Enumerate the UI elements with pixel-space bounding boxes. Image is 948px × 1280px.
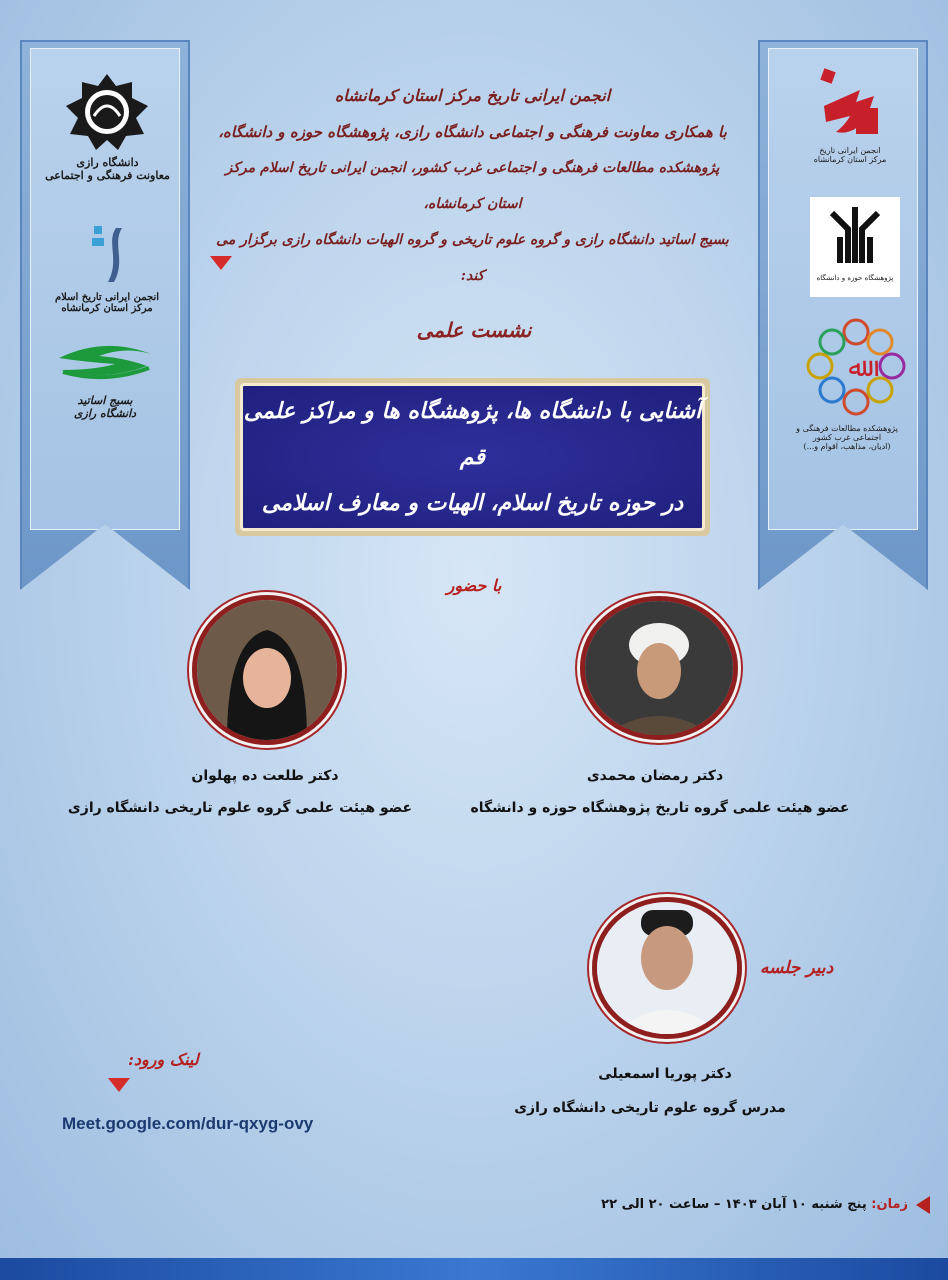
speaker2-photo: [197, 600, 337, 740]
intro-text: [210, 78, 735, 294]
razi-university-logo-icon: [60, 72, 155, 152]
moderator-photo: [597, 902, 737, 1034]
iranian-history-association-logo-icon: [816, 66, 888, 144]
moderator-name: دکتر پوریا اسمعیلی: [598, 1066, 732, 1082]
speaker1-portrait: [580, 596, 738, 740]
left-logo1-caption: دانشگاه رازی معاونت فرهنگی و اجتماعی: [45, 156, 170, 182]
speaker1-name: دکتر رمضان محمدی: [586, 768, 724, 784]
speaker2-role: عضو هیئت علمی گروه علوم تاریخی دانشگاه رازی: [67, 800, 413, 816]
cooperation-line-1: با همکاری معاونت فرهنگی و اجتماعی دانشگاه رازی، پژوهشگاه حوزه و دانشگاه،: [218, 123, 727, 141]
red-triangle-marker-icon: [210, 256, 232, 270]
speaker1-photo: [585, 601, 733, 735]
right-logo2-caption: پژوهشگاه حوزه و دانشگاه: [816, 274, 894, 282]
event-time: [601, 1197, 908, 1212]
title-line-2: در حوزه تاریخ اسلام، الهیات و معارف اسلامی: [261, 490, 684, 516]
cooperation-line-2: پژوهشکده مطالعات فرهنگی و اجتماعی غرب کشور، انجمن ایرانی تاریخ اسلام مرکز استان کرمانشاه،: [225, 160, 720, 212]
time-arrow-icon: [916, 1196, 930, 1214]
moderator-role: مدرس گروه علوم تاریخی دانشگاه رازی: [514, 1100, 786, 1116]
time-value: پنج شنبه ۱۰ آبان ۱۴۰۳ – ساعت ۲۰ الی ۲۲: [601, 1197, 867, 1212]
meeting-link[interactable]: Meet.google.com/dur-qxyg-ovy: [62, 1114, 314, 1133]
history-association-logo-icon: [88, 222, 128, 284]
time-label: زمان:: [871, 1197, 908, 1212]
title-frame: [235, 378, 710, 536]
moderator-portrait: [592, 897, 742, 1039]
event-type-subtitle: نشست علمی: [416, 318, 532, 342]
howzeh-university-emblem-icon: [826, 203, 884, 265]
link-triangle-marker-icon: [108, 1078, 130, 1092]
left-logo3-caption: بسیج اساتید دانشگاه رازی: [73, 394, 137, 420]
title-box: [240, 383, 705, 531]
left-logo2-caption: انجمن ایرانی تاریخ اسلام مرکز استان کرمانشاه: [54, 292, 160, 314]
cooperation-line-3: بسیج اساتید دانشگاه رازی و گروه علوم تاریخی و گروه الهیات دانشگاه رازی برگزار می کند:: [216, 232, 729, 284]
footer-bar: [0, 1258, 948, 1280]
speaker2-portrait: [192, 595, 342, 745]
speaker2-name: دکتر طلعت ده پهلوان: [191, 768, 339, 784]
right-logo3-caption: پژوهشکده مطالعات فرهنگی و اجتماعی غرب کشور (ادیان، مذاهب، اقوام و...): [796, 424, 898, 451]
organizer-line: انجمن ایرانی تاریخ مرکز استان کرمانشاه: [334, 86, 611, 105]
basij-logo-icon: [55, 340, 155, 388]
presence-label: با حضور: [446, 576, 502, 595]
moderator-label: دبیر جلسه: [760, 958, 834, 978]
right-logo1-caption: انجمن ایرانی تاریخ مرکز استان کرمانشاه: [813, 146, 887, 164]
title-line-1: آشنایی با دانشگاه ها، پژوهشگاه ها و مراکز علمی قم: [243, 398, 702, 470]
link-label: لینک ورود:: [128, 1050, 199, 1069]
speaker1-role: عضو هیئت علمی گروه تاریخ پژوهشگاه حوزه و دانشگاه: [470, 800, 850, 816]
svg-text:ﷲ: ﷲ: [848, 353, 864, 383]
